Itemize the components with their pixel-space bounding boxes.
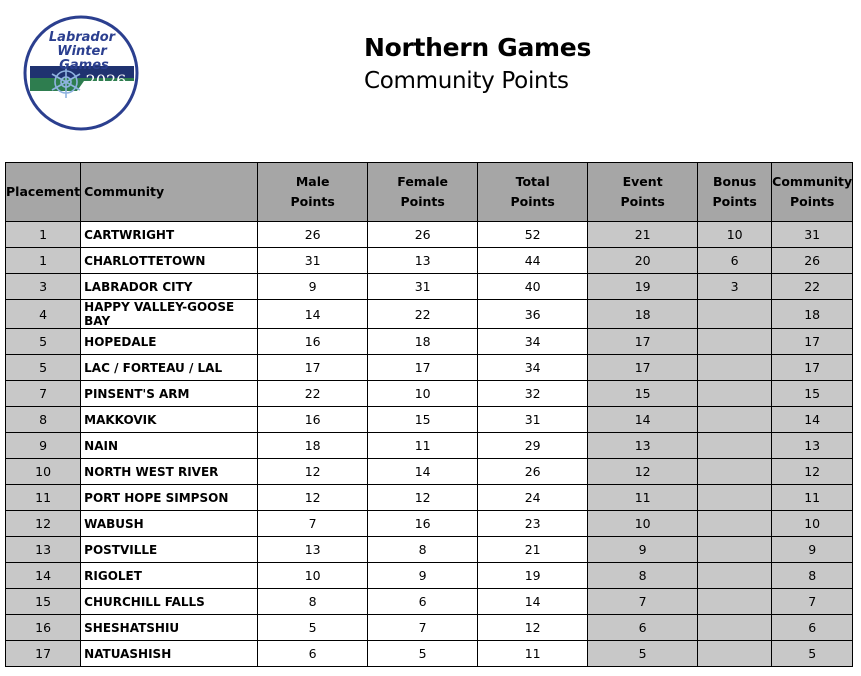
placement-cell: 1 (6, 248, 81, 274)
community-cell: MAKKOVIK (81, 407, 258, 433)
community-cell: PORT HOPE SIMPSON (81, 485, 258, 511)
event-points-cell: 18 (588, 300, 698, 329)
community-points-table (5, 162, 853, 667)
bonus-points-cell (698, 589, 772, 615)
bonus-points-cell (698, 433, 772, 459)
total-points-cell: 44 (478, 248, 588, 274)
male-points-cell: 22 (258, 381, 368, 407)
event-points-cell: 5 (588, 641, 698, 667)
event-points-cell: 12 (588, 459, 698, 485)
table-row (6, 222, 853, 248)
community-points-cell: 8 (772, 563, 853, 589)
table-row (6, 511, 853, 537)
total-points-cell: 11 (478, 641, 588, 667)
female-points-cell: 22 (368, 300, 478, 329)
placement-cell: 5 (6, 329, 81, 355)
table-row (6, 274, 853, 300)
event-points-cell: 6 (588, 615, 698, 641)
event-points-cell: 19 (588, 274, 698, 300)
total-points-cell: 19 (478, 563, 588, 589)
female-points-cell: 10 (368, 381, 478, 407)
placement-cell: 9 (6, 433, 81, 459)
community-cell: CHARLOTTETOWN (81, 248, 258, 274)
community-points-cell: 22 (772, 274, 853, 300)
table-row (6, 537, 853, 563)
logo-text-games: Games (59, 58, 109, 73)
community-points-cell: 15 (772, 381, 853, 407)
community-points-cell: 12 (772, 459, 853, 485)
header-event-points: Event Points (588, 163, 698, 222)
table-row (6, 641, 853, 667)
placement-cell: 8 (6, 407, 81, 433)
male-points-cell: 16 (258, 329, 368, 355)
male-points-cell: 12 (258, 485, 368, 511)
header-male-points: Male Points (258, 163, 368, 222)
page-subtitle: Community Points (364, 68, 569, 94)
community-cell: HOPEDALE (81, 329, 258, 355)
male-points-cell: 13 (258, 537, 368, 563)
community-points-cell: 14 (772, 407, 853, 433)
female-points-cell: 6 (368, 589, 478, 615)
table-row (6, 381, 853, 407)
community-cell: NAIN (81, 433, 258, 459)
bonus-points-cell: 3 (698, 274, 772, 300)
community-points-cell: 26 (772, 248, 853, 274)
male-points-cell: 12 (258, 459, 368, 485)
community-cell: HAPPY VALLEY-GOOSE BAY (81, 300, 258, 329)
event-points-cell: 15 (588, 381, 698, 407)
community-points-cell: 10 (772, 511, 853, 537)
total-points-cell: 21 (478, 537, 588, 563)
header-community: Community (81, 163, 258, 222)
male-points-cell: 10 (258, 563, 368, 589)
placement-cell: 11 (6, 485, 81, 511)
total-points-cell: 26 (478, 459, 588, 485)
community-cell: WABUSH (81, 511, 258, 537)
total-points-cell: 34 (478, 329, 588, 355)
total-points-cell: 32 (478, 381, 588, 407)
female-points-cell: 15 (368, 407, 478, 433)
community-cell: LAC / FORTEAU / LAL (81, 355, 258, 381)
community-points-cell: 31 (772, 222, 853, 248)
female-points-cell: 12 (368, 485, 478, 511)
total-points-cell: 52 (478, 222, 588, 248)
event-points-cell: 11 (588, 485, 698, 511)
female-points-cell: 16 (368, 511, 478, 537)
table-row (6, 589, 853, 615)
placement-cell: 16 (6, 615, 81, 641)
bonus-points-cell (698, 459, 772, 485)
placement-cell: 17 (6, 641, 81, 667)
community-points-cell: 6 (772, 615, 853, 641)
header-placement: Placement (6, 163, 81, 222)
community-cell: PINSENT'S ARM (81, 381, 258, 407)
community-points-cell: 17 (772, 355, 853, 381)
community-points-cell: 7 (772, 589, 853, 615)
event-points-cell: 17 (588, 355, 698, 381)
male-points-cell: 6 (258, 641, 368, 667)
placement-cell: 12 (6, 511, 81, 537)
header-community-points: Community Points (772, 163, 853, 222)
male-points-cell: 31 (258, 248, 368, 274)
total-points-cell: 40 (478, 274, 588, 300)
header-bonus-points: Bonus Points (698, 163, 772, 222)
table-row (6, 433, 853, 459)
bonus-points-cell (698, 485, 772, 511)
male-points-cell: 7 (258, 511, 368, 537)
event-points-cell: 13 (588, 433, 698, 459)
page-title: Northern Games (364, 33, 592, 62)
header-total-points: Total Points (478, 163, 588, 222)
female-points-cell: 26 (368, 222, 478, 248)
male-points-cell: 8 (258, 589, 368, 615)
total-points-cell: 12 (478, 615, 588, 641)
male-points-cell: 17 (258, 355, 368, 381)
community-points-cell: 17 (772, 329, 853, 355)
bonus-points-cell (698, 511, 772, 537)
total-points-cell: 29 (478, 433, 588, 459)
female-points-cell: 9 (368, 563, 478, 589)
placement-cell: 15 (6, 589, 81, 615)
table-row (6, 459, 853, 485)
table-row (6, 355, 853, 381)
community-cell: POSTVILLE (81, 537, 258, 563)
total-points-cell: 34 (478, 355, 588, 381)
total-points-cell: 23 (478, 511, 588, 537)
community-cell: NORTH WEST RIVER (81, 459, 258, 485)
placement-cell: 4 (6, 300, 81, 329)
bonus-points-cell (698, 537, 772, 563)
header-female-points: Female Points (368, 163, 478, 222)
bonus-points-cell (698, 407, 772, 433)
placement-cell: 13 (6, 537, 81, 563)
table-row (6, 485, 853, 511)
bonus-points-cell (698, 615, 772, 641)
event-points-cell: 21 (588, 222, 698, 248)
community-points-cell: 9 (772, 537, 853, 563)
event-points-cell: 8 (588, 563, 698, 589)
table-row (6, 300, 853, 329)
bonus-points-cell (698, 563, 772, 589)
table-row (6, 248, 853, 274)
female-points-cell: 5 (368, 641, 478, 667)
female-points-cell: 31 (368, 274, 478, 300)
total-points-cell: 14 (478, 589, 588, 615)
female-points-cell: 14 (368, 459, 478, 485)
event-points-cell: 7 (588, 589, 698, 615)
placement-cell: 3 (6, 274, 81, 300)
logo-text-labrador: Labrador (48, 30, 116, 45)
logo-year: 2026 (85, 71, 127, 90)
placement-cell: 7 (6, 381, 81, 407)
bonus-points-cell (698, 381, 772, 407)
community-cell: LABRADOR CITY (81, 274, 258, 300)
male-points-cell: 18 (258, 433, 368, 459)
female-points-cell: 7 (368, 615, 478, 641)
community-points-cell: 5 (772, 641, 853, 667)
female-points-cell: 17 (368, 355, 478, 381)
table-row (6, 407, 853, 433)
event-points-cell: 20 (588, 248, 698, 274)
bonus-points-cell: 10 (698, 222, 772, 248)
community-points-cell: 11 (772, 485, 853, 511)
table-row (6, 615, 853, 641)
bonus-points-cell (698, 300, 772, 329)
community-cell: CHURCHILL FALLS (81, 589, 258, 615)
male-points-cell: 26 (258, 222, 368, 248)
community-cell: RIGOLET (81, 563, 258, 589)
event-points-cell: 17 (588, 329, 698, 355)
female-points-cell: 11 (368, 433, 478, 459)
female-points-cell: 13 (368, 248, 478, 274)
event-points-cell: 14 (588, 407, 698, 433)
community-cell: CARTWRIGHT (81, 222, 258, 248)
event-points-cell: 9 (588, 537, 698, 563)
male-points-cell: 16 (258, 407, 368, 433)
male-points-cell: 5 (258, 615, 368, 641)
community-points-cell: 13 (772, 433, 853, 459)
logo-text-winter: Winter (57, 44, 107, 59)
community-cell: SHESHATSHIU (81, 615, 258, 641)
total-points-cell: 36 (478, 300, 588, 329)
table-row (6, 329, 853, 355)
female-points-cell: 18 (368, 329, 478, 355)
male-points-cell: 9 (258, 274, 368, 300)
labrador-winter-games-logo (22, 14, 140, 132)
table-row (6, 563, 853, 589)
community-points-cell: 18 (772, 300, 853, 329)
table-header-row (6, 163, 853, 222)
bonus-points-cell (698, 641, 772, 667)
bonus-points-cell (698, 355, 772, 381)
female-points-cell: 8 (368, 537, 478, 563)
total-points-cell: 24 (478, 485, 588, 511)
total-points-cell: 31 (478, 407, 588, 433)
male-points-cell: 14 (258, 300, 368, 329)
bonus-points-cell (698, 329, 772, 355)
bonus-points-cell: 6 (698, 248, 772, 274)
placement-cell: 14 (6, 563, 81, 589)
community-cell: NATUASHISH (81, 641, 258, 667)
event-points-cell: 10 (588, 511, 698, 537)
placement-cell: 1 (6, 222, 81, 248)
placement-cell: 5 (6, 355, 81, 381)
placement-cell: 10 (6, 459, 81, 485)
